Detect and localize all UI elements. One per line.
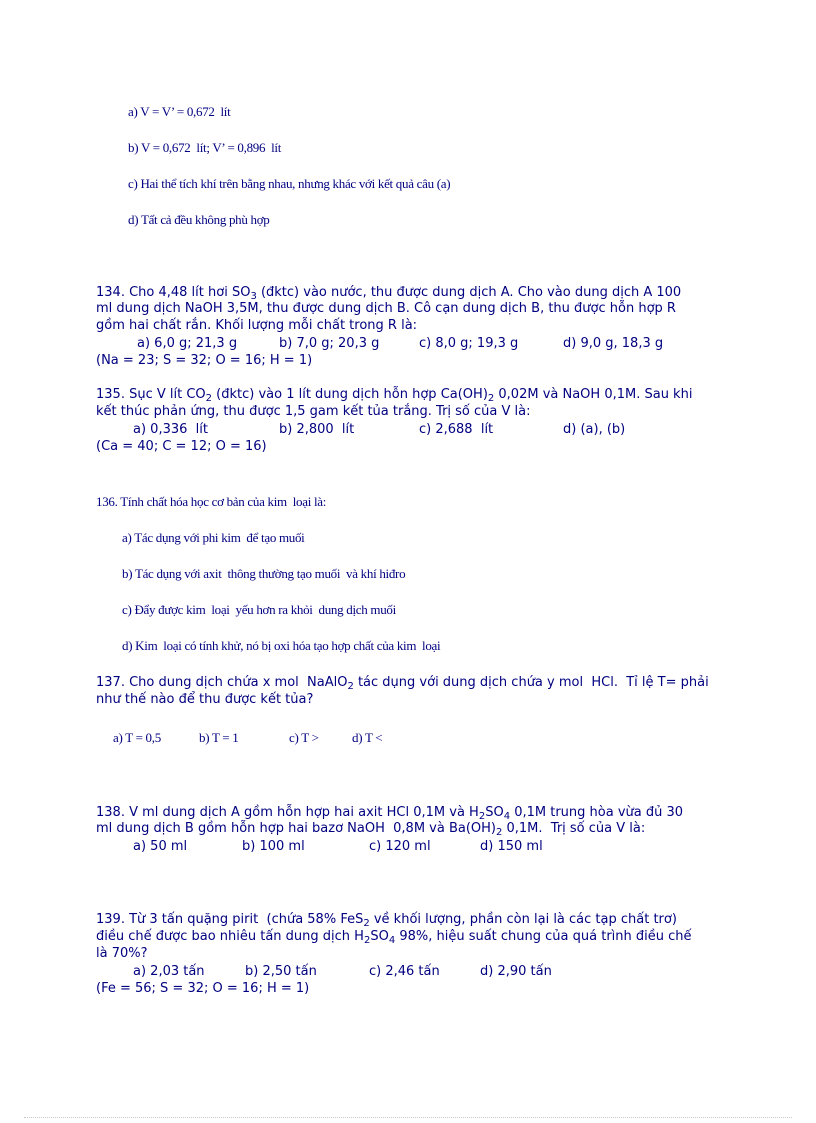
q133-option-c: c) Hai thể tích khí trên bằng nhau, nhưng khác với kết quả câu (a) [128, 176, 451, 191]
q134-option-c: c) 8,0 g; 19,3 g [419, 336, 519, 351]
q136-title: 136. Tính chất hóa học cơ bản của kim loại là: [96, 494, 327, 509]
q136-option-a: a) Tác dụng với phi kim để tạo muối [122, 530, 305, 545]
q133-option-a: a) V = V’ = 0,672 lít [128, 104, 231, 119]
q137-line-1: 137. Cho dung dịch chứa x mol NaAlO$_2$ tác dụng với dung dịch chứa y mol HCl. Tỉ lệ T= phải [96, 675, 709, 692]
q135-option-d: d) (a), (b) [563, 422, 626, 437]
q139-option-d: d) 2,90 tấn [480, 964, 552, 979]
q137-line-2: như thế nào để thu được kết tủa? [96, 692, 314, 707]
q135-note: (Ca = 40; C = 12; O = 16) [96, 439, 267, 454]
q138-option-d: d) 150 ml [480, 839, 543, 854]
q137-option-d: d) T < [352, 730, 383, 745]
q138-option-c: c) 120 ml [369, 839, 431, 854]
q135-option-a: a) 0,336 lít [133, 422, 208, 437]
q137-option-b: b) T = 1 [199, 730, 239, 745]
q139-option-c: c) 2,46 tấn [369, 964, 440, 979]
q137-option-a: a) T = 0,5 [113, 730, 161, 745]
q139-line-2: điều chế được bao nhiêu tấn dung dịch $H_2SO_4$ 98%, hiệu suất chung của quá trình điều chế [96, 929, 692, 946]
q139-line-3: là 70%? [96, 946, 148, 961]
q136-option-b: b) Tác dụng với axit thông thường tạo muối và khí hiđro [122, 566, 406, 581]
q137-option-c: c) T > [289, 730, 319, 745]
q134-note: (Na = 23; S = 32; O = 16; H = 1) [96, 353, 313, 368]
q134-line-2: ml dung dịch NaOH 3,5M, thu được dung dịch B. Cô cạn dung dịch B, thu được hỗn hợp R [96, 301, 676, 316]
q138-option-a: a) 50 ml [133, 839, 188, 854]
q139-option-b: b) 2,50 tấn [245, 964, 317, 979]
q135-option-c: c) 2,688 lít [419, 422, 494, 437]
q135-line-2: kết thúc phản ứng, thu được 1,5 gam kết tủa trắng. Trị số của V là: [96, 404, 531, 419]
q134-option-d: d) 9,0 g, 18,3 g [563, 336, 664, 351]
q134-option-b: b) 7,0 g; 20,3 g [279, 336, 380, 351]
q135-line-1: 135. Sục V lít $CO_2$ (đktc) vào 1 lít dung dịch hỗn hợp $Ca(OH)_2$ 0,02M và NaOH 0,1M. Sau khi [96, 387, 693, 404]
q138-line-1: 138. V ml dung dịch A gồm hỗn hợp hai axit HCl 0,1M và $H_2SO_4$ 0,1M trung hòa vừa đủ 30 [96, 805, 684, 822]
q139-option-a: a) 2,03 tấn [133, 964, 205, 979]
q136-option-c: c) Đẩy được kim loại yếu hơn ra khỏi dung dịch muối [122, 602, 396, 617]
q134-option-a: a) 6,0 g; 21,3 g [137, 336, 238, 351]
q135-option-b: b) 2,800 lít [279, 422, 355, 437]
page-bottom-divider [24, 1117, 792, 1118]
q133-option-b: b) V = 0,672 lít; V’ = 0,896 lít [128, 140, 282, 155]
q138-line-2: ml dung dịch B gồm hỗn hợp hai bazơ NaOH 0,8M và $Ba(OH)_2$ 0,1M. Trị số của V là: [96, 821, 646, 838]
q134-line-1: 134. Cho 4,48 lít hơi $SO_3$ (đktc) vào nước, thu được dung dịch A. Cho vào dung dịch A 100 [96, 285, 682, 302]
q138-option-b: b) 100 ml [242, 839, 305, 854]
q134-line-3: gồm hai chất rắn. Khối lượng mỗi chất trong R là: [96, 318, 418, 333]
q139-note: (Fe = 56; S = 32; O = 16; H = 1) [96, 981, 310, 996]
q136-option-d: d) Kim loại có tính khử, nó bị oxi hóa tạo hợp chất của kim loại [122, 638, 441, 653]
q133-option-d: d) Tất cả đều không phù hợp [128, 212, 270, 227]
q139-line-1: 139. Từ 3 tấn quặng pirit (chứa 58% FeS$_2$ về khối lượng, phần còn lại là các tạp chất trơ) [96, 912, 677, 929]
